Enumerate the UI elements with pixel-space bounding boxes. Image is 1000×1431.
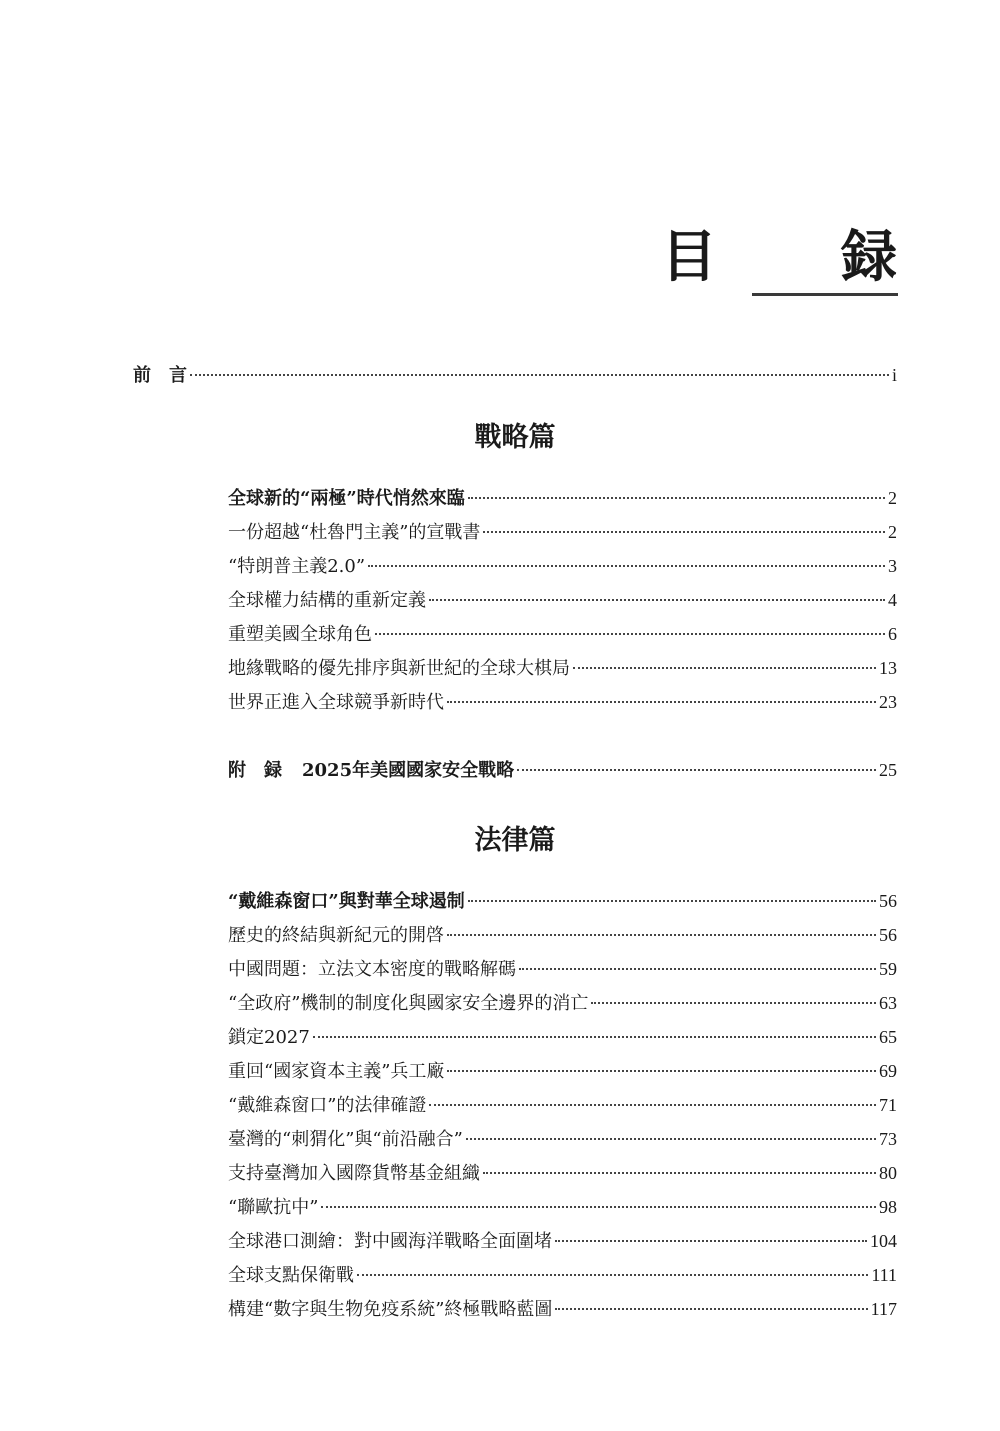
leader-dots: [429, 599, 885, 601]
leader-dots: [573, 667, 876, 669]
toc-entry[interactable]: [228, 1161, 897, 1186]
toc-entry-label: 支持臺灣加入國際貨幣基金組織: [228, 1163, 480, 1184]
toc-entry-label: 構建“數字與生物免疫系統”終極戰略藍圖: [228, 1299, 553, 1320]
toc-entry-appendix[interactable]: [228, 758, 897, 783]
leader-dots: [447, 701, 876, 703]
leader-dots: [313, 1036, 876, 1038]
toc-entry-label: 地緣戰略的優先排序與新世紀的全球大棋局: [228, 658, 570, 679]
leader-dots: [368, 565, 885, 567]
leader-dots: [447, 934, 876, 936]
toc-entry-page: 65: [879, 1027, 897, 1047]
toc-entry[interactable]: [228, 486, 897, 511]
leader-dots: [591, 1002, 876, 1004]
section-heading-strategy: 戰略篇: [474, 422, 556, 453]
toc-entry-label: “戴維森窗口”與對華全球遏制: [228, 891, 465, 912]
leader-dots: [468, 497, 885, 499]
toc-entry[interactable]: [228, 991, 897, 1016]
leader-dots: [429, 1104, 876, 1106]
leader-dots: [321, 1206, 876, 1208]
title-underline: [752, 293, 898, 296]
toc-entry[interactable]: [228, 1025, 897, 1050]
leader-dots: [555, 1240, 867, 1242]
toc-entry[interactable]: [228, 622, 897, 647]
toc-entry-page: 63: [879, 993, 897, 1013]
leader-dots: [483, 1172, 876, 1174]
toc-entry-label: 臺灣的“刺猬化”與“前沿融合”: [228, 1129, 463, 1150]
leader-dots: [468, 900, 876, 902]
toc-entry-page: 80: [879, 1163, 897, 1183]
toc-entry[interactable]: [228, 923, 897, 948]
toc-entry-label: 中國問題：立法文本密度的戰略解碼: [228, 959, 516, 980]
toc-entry-label: “特朗普主義2.0”: [228, 556, 366, 577]
toc-entry-page: 73: [879, 1129, 897, 1149]
toc-entry-label: 重塑美國全球角色: [228, 624, 372, 645]
toc-entry-label: 前 言: [133, 365, 187, 386]
toc-entry-label: “全政府”機制的制度化與國家安全邊界的消亡: [228, 993, 589, 1014]
toc-entry-page: 117: [870, 1299, 897, 1319]
toc-entry[interactable]: [228, 520, 897, 545]
toc-entry-page: 25: [879, 760, 897, 780]
leader-dots: [375, 633, 885, 635]
toc-entry[interactable]: [228, 1195, 897, 1220]
toc-entry[interactable]: [228, 1127, 897, 1152]
toc-entry-label: 全球支點保衛戰: [228, 1265, 354, 1286]
toc-entry-page: 13: [879, 658, 897, 678]
toc-entry[interactable]: [228, 554, 897, 579]
toc-entry-page: 6: [888, 624, 897, 644]
toc-entry[interactable]: [228, 1297, 897, 1322]
toc-entry[interactable]: [228, 656, 897, 681]
leader-dots: [519, 968, 876, 970]
toc-entry[interactable]: [228, 1229, 897, 1254]
toc-entry-label: 歷史的終結與新紀元的開啓: [228, 925, 444, 946]
toc-entry-label: 全球港口測繪：對中國海洋戰略全面圍堵: [228, 1231, 552, 1252]
leader-dots: [483, 531, 885, 533]
toc-entry-label: 全球新的“兩極”時代悄然來臨: [228, 488, 465, 509]
toc-entry[interactable]: [228, 957, 897, 982]
toc-entry-label: 鎖定2027: [228, 1027, 310, 1048]
toc-entry-page: 56: [879, 925, 897, 945]
toc-entry-label: “戴維森窗口”的法律確證: [228, 1095, 427, 1116]
toc-entry-page: 23: [879, 692, 897, 712]
toc-entry[interactable]: [228, 1263, 897, 1288]
toc-entry[interactable]: [228, 889, 897, 914]
leader-dots: [447, 1070, 876, 1072]
toc-entry-label: 一份超越“杜魯門主義”的宣戰書: [228, 522, 481, 543]
toc-entry-label: 2025年美國國家安全戰略: [302, 760, 515, 781]
leader-dots: [357, 1274, 868, 1276]
leader-dots: [555, 1308, 867, 1310]
page-title: 目 録: [661, 224, 931, 290]
toc-entry[interactable]: [228, 1059, 897, 1084]
toc-entry-page: 104: [870, 1231, 897, 1251]
toc-entry-page: 4: [888, 590, 897, 610]
section-heading-law: 法律篇: [474, 825, 556, 856]
leader-dots: [466, 1138, 876, 1140]
toc-entry-label: 全球權力結構的重新定義: [228, 590, 426, 611]
toc-entry-label: 世界正進入全球競爭新時代: [228, 692, 444, 713]
toc-entry-page: 71: [879, 1095, 897, 1115]
toc-entry[interactable]: [228, 690, 897, 715]
toc-entry-foreword[interactable]: [133, 363, 897, 388]
toc-entry-page: 2: [888, 522, 897, 542]
toc-entry-page: 111: [871, 1265, 897, 1285]
toc-entry-label: “聯歐抗中”: [228, 1197, 319, 1218]
appendix-tag: 附 録: [228, 760, 282, 781]
leader-dots: [190, 374, 889, 376]
toc-entry[interactable]: [228, 1093, 897, 1118]
toc-entry-page: 59: [879, 959, 897, 979]
toc-entry-page: 2: [888, 488, 897, 508]
toc-entry[interactable]: [228, 588, 897, 613]
toc-entry-page: 69: [879, 1061, 897, 1081]
toc-entry-label: 重回“國家資本主義”兵工廠: [228, 1061, 445, 1082]
toc-entry-page: 3: [888, 556, 897, 576]
leader-dots: [517, 769, 876, 771]
toc-entry-page: i: [891, 365, 897, 385]
toc-entry-page: 98: [879, 1197, 897, 1217]
toc-entry-page: 56: [879, 891, 897, 911]
